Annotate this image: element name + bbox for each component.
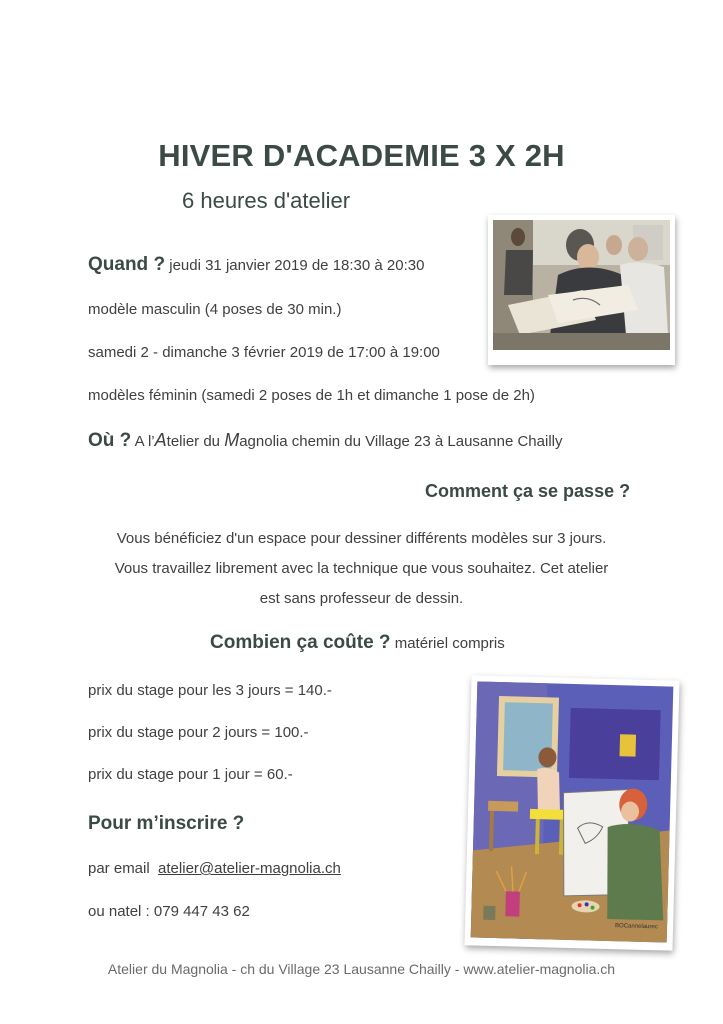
how-paragraph-3: est sans professeur de dessin.: [259, 590, 464, 607]
phone-line: ou natel : 079 447 43 62: [88, 903, 250, 920]
weekend-dates-line: samedi 2 - dimanche 3 février 2019 de 17:00 à 19:00: [88, 344, 440, 361]
where-prefix: A l’: [134, 433, 155, 450]
price-1-day: prix du stage pour 1 jour = 60.-: [88, 766, 293, 783]
where-line: [88, 430, 563, 452]
cost-line: [210, 632, 505, 654]
subtitle: 6 heures d'atelier: [182, 188, 351, 213]
email-line: [88, 860, 341, 877]
price-2-days: prix du stage pour 2 jours = 100.-: [88, 724, 309, 741]
where-address: agnolia chemin du Village 23 à Lausanne Chailly: [239, 433, 563, 450]
cost-heading: Combien ça coûte ?: [210, 632, 391, 653]
female-model-line: modèles féminin (samedi 2 poses de 1h et dimanche 1 pose de 2h): [88, 387, 535, 404]
when-heading: Quand ?: [88, 254, 166, 275]
how-heading: Comment ça se passe ?: [425, 481, 631, 501]
painting-signature: BOCannelaurec: [614, 923, 658, 931]
artist-painting: [465, 675, 680, 950]
workshop-photo: [488, 215, 675, 365]
where-telier: telier du: [166, 433, 225, 450]
where-heading: Où ?: [88, 430, 132, 451]
footer: Atelier du Magnolia - ch du Village 23 Lausanne Chailly - www.atelier-magnolia.ch: [107, 961, 616, 977]
where-a-letter: A: [154, 430, 167, 450]
page-title: HIVER D'ACADEMIE 3 X 2H: [158, 138, 565, 173]
when-line: [88, 254, 424, 276]
how-paragraph-1: Vous bénéficiez d'un espace pour dessiner différents modèles sur 3 jours.: [116, 530, 607, 547]
how-paragraph-2: Vous travaillez librement avec la technique que vous souhaitez. Cet atelier: [114, 560, 609, 577]
where-m-letter: M: [224, 430, 240, 450]
male-model-line: modèle masculin (4 poses de 30 min.): [88, 301, 342, 318]
price-3-days: prix du stage pour les 3 jours = 140.-: [88, 682, 332, 699]
email-label: par email: [88, 860, 150, 877]
cost-note: matériel compris: [394, 635, 505, 652]
email-link[interactable]: atelier@atelier-magnolia.ch: [158, 860, 341, 877]
when-text: jeudi 31 janvier 2019 de 18:30 à 20:30: [169, 257, 425, 274]
register-heading: Pour m’inscrire ?: [88, 813, 245, 834]
